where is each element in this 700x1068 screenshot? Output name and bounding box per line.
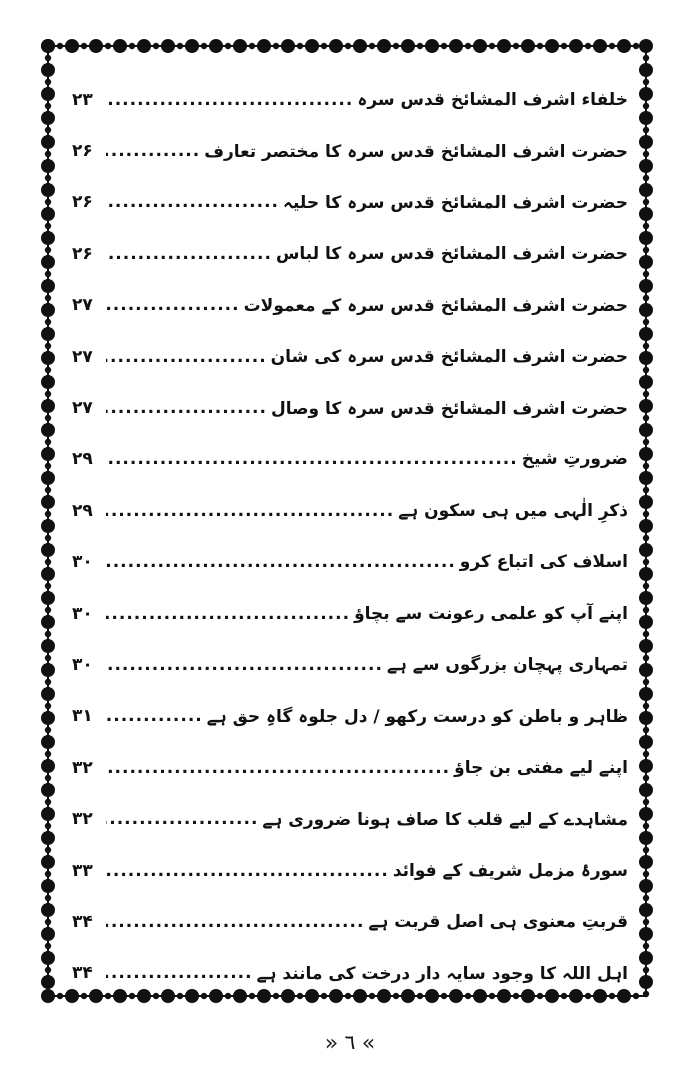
border-bead	[643, 199, 649, 205]
page-number-area	[0, 1030, 700, 1056]
border-bead	[41, 639, 55, 653]
border-bead	[639, 927, 653, 941]
border-bead	[639, 687, 653, 701]
border-bead	[41, 471, 55, 485]
toc-entry	[72, 588, 628, 639]
border-bead	[45, 847, 51, 853]
border-bead	[643, 103, 649, 109]
border-bead	[465, 43, 471, 49]
border-bead	[45, 463, 51, 469]
border-bead	[41, 39, 55, 53]
border-bead	[497, 39, 511, 53]
border-bead	[45, 631, 51, 637]
border-bead	[45, 199, 51, 205]
toc-entry-title: ضرورتِ شیخ	[521, 449, 628, 470]
border-bead	[639, 711, 653, 725]
border-bead	[41, 663, 55, 677]
dot-leader	[106, 655, 387, 675]
toc-entry-title: ظاہر و باطن کو درست رکھو / دل جلوہ گاہِ حق ہے	[206, 706, 628, 727]
toc-entry-title: تمہاری پہچان بزرگوں سے ہے	[386, 655, 628, 676]
border-bead	[639, 399, 653, 413]
border-bead	[137, 39, 151, 53]
border-bead	[643, 151, 649, 157]
border-bead	[41, 927, 55, 941]
border-bead	[105, 43, 111, 49]
border-bead	[643, 79, 649, 85]
toc-entry-title: حضرت اشرف المشائخ قدس سرہ کے معمولات	[243, 295, 628, 316]
border-bead	[41, 831, 55, 845]
border-bead	[273, 43, 279, 49]
border-bead	[41, 519, 55, 533]
border-bead	[41, 711, 55, 725]
border-bead	[377, 39, 391, 53]
border-bead	[41, 303, 55, 317]
border-bead	[45, 871, 51, 877]
border-bead	[353, 39, 367, 53]
toc-entry	[72, 177, 628, 228]
border-bead	[345, 43, 351, 49]
border-bead	[369, 43, 375, 49]
border-bead	[639, 975, 653, 989]
border-bead	[45, 919, 51, 925]
border-bead	[41, 375, 55, 389]
dot-leader	[106, 398, 271, 418]
border-bead	[639, 207, 653, 221]
border-bead	[45, 799, 51, 805]
border-bead	[41, 567, 55, 581]
border-bead	[643, 343, 649, 349]
border-bead	[41, 135, 55, 149]
toc-entry	[72, 382, 628, 433]
border-bead	[569, 39, 583, 53]
border-bead	[643, 727, 649, 733]
border-bead	[441, 43, 447, 49]
border-bead	[305, 39, 319, 53]
dot-leader	[106, 706, 207, 726]
toc-entry	[72, 896, 628, 947]
border-bead	[521, 39, 535, 53]
border-bead	[639, 903, 653, 917]
toc-entry	[72, 537, 628, 588]
border-bead	[57, 43, 63, 49]
dot-leader	[106, 758, 454, 778]
border-bead	[639, 519, 653, 533]
border-bead	[41, 807, 55, 821]
border-bead	[643, 895, 649, 901]
toc-entry-title: حضرت اشرف المشائخ قدس سرہ کا وصال	[270, 398, 628, 419]
border-bead	[639, 63, 653, 77]
border-bead	[153, 43, 159, 49]
dot-leader	[106, 963, 257, 983]
border-bead	[449, 39, 463, 53]
border-bead	[513, 43, 519, 49]
toc-entry-title: مشاہدے کے لیے قلب کا صاف ہونا ضروری ہے	[262, 809, 628, 830]
border-bead	[643, 319, 649, 325]
border-bead	[393, 43, 399, 49]
border-bead	[639, 471, 653, 485]
border-bead	[643, 223, 649, 229]
toc-entry-page: ۲۶	[72, 141, 93, 162]
border-bead	[321, 43, 327, 49]
border-bead	[639, 375, 653, 389]
border-bead	[643, 439, 649, 445]
border-bead	[45, 247, 51, 253]
border-bead	[45, 607, 51, 613]
toc-entry	[72, 485, 628, 536]
border-bead	[45, 295, 51, 301]
border-bead	[639, 87, 653, 101]
border-bead	[643, 919, 649, 925]
border-bead	[41, 759, 55, 773]
border-bead	[585, 43, 591, 49]
border-bead	[41, 111, 55, 125]
border-bead	[45, 823, 51, 829]
border-bead	[41, 327, 55, 341]
border-bead	[161, 39, 175, 53]
border-bead	[57, 993, 63, 999]
toc-entry-page: ۳۰	[72, 654, 93, 675]
dot-leader	[106, 604, 354, 624]
dot-leader	[106, 141, 204, 161]
border-bead	[643, 55, 649, 61]
border-bead	[643, 655, 649, 661]
border-bead	[643, 943, 649, 949]
toc-entry-page: ۲۹	[72, 500, 93, 521]
border-bead	[41, 783, 55, 797]
toc-entry-page: ۳۳	[72, 860, 93, 881]
border-bead	[639, 879, 653, 893]
border-bead	[639, 303, 653, 317]
border-bead	[639, 543, 653, 557]
border-bead	[185, 39, 199, 53]
border-bead	[639, 255, 653, 269]
border-bead	[643, 271, 649, 277]
toc-entry	[72, 691, 628, 742]
border-bead	[45, 391, 51, 397]
border-bead	[45, 487, 51, 493]
border-bead	[45, 55, 51, 61]
border-bead	[41, 255, 55, 269]
border-bead	[643, 127, 649, 133]
toc-entry-page: ۳۰	[72, 552, 93, 573]
border-bead	[639, 159, 653, 173]
border-bead	[41, 63, 55, 77]
border-bead	[643, 991, 649, 997]
border-bead	[639, 351, 653, 365]
border-bead	[45, 127, 51, 133]
toc-entry-page: ۲۹	[72, 449, 93, 470]
border-bead	[201, 43, 207, 49]
border-bead	[209, 39, 223, 53]
border-bead	[643, 751, 649, 757]
border-bead	[329, 39, 343, 53]
dot-leader	[106, 90, 357, 110]
border-bead	[45, 943, 51, 949]
border-bead	[297, 43, 303, 49]
border-bead	[639, 759, 653, 773]
border-bead	[643, 583, 649, 589]
toc-entry-page: ۳۲	[72, 757, 93, 778]
border-bead	[41, 543, 55, 557]
dot-leader	[106, 809, 262, 829]
border-bead	[643, 871, 649, 877]
border-bead	[41, 591, 55, 605]
border-bead	[45, 319, 51, 325]
border-bead	[643, 535, 649, 541]
toc-entry	[72, 639, 628, 690]
border-bead	[45, 151, 51, 157]
border-bead	[561, 43, 567, 49]
toc-entry	[72, 280, 628, 331]
border-bead	[537, 43, 543, 49]
border-bead	[41, 975, 55, 989]
border-bead	[257, 39, 271, 53]
dot-leader	[106, 552, 460, 572]
border-bead	[41, 423, 55, 437]
toc-entry	[72, 331, 628, 382]
border-bead	[609, 43, 615, 49]
border-bead	[639, 447, 653, 461]
toc-entry	[72, 793, 628, 844]
toc-entry-title: اسلاف کی اتباع کرو	[459, 552, 628, 573]
border-bead	[41, 351, 55, 365]
dot-leader	[106, 861, 393, 881]
border-bead	[639, 423, 653, 437]
right-ornament-icon: «	[361, 1031, 376, 1056]
toc-entry-title: حضرت اشرف المشائخ قدس سرہ کا مختصر تعارف	[204, 141, 628, 162]
toc-entry-title: حضرت اشرف المشائخ قدس سرہ کا لباس	[275, 244, 628, 265]
toc-entry-page: ۳۴	[72, 963, 93, 984]
border-bead	[41, 879, 55, 893]
border-bead	[643, 487, 649, 493]
border-bead	[639, 231, 653, 245]
border-bead	[45, 559, 51, 565]
toc-entry-page: ۳۲	[72, 809, 93, 830]
border-bead	[65, 39, 79, 53]
border-bead	[639, 111, 653, 125]
border-bead	[639, 327, 653, 341]
toc-entry-title: ذکرِ الٰہی میں ہی سکون ہے	[398, 501, 628, 522]
border-bead	[45, 439, 51, 445]
border-bead	[639, 567, 653, 581]
border-bead	[41, 903, 55, 917]
border-bead	[417, 43, 423, 49]
border-bead	[617, 39, 631, 53]
border-bead	[41, 615, 55, 629]
border-bead	[41, 231, 55, 245]
border-bead	[401, 39, 415, 53]
dot-leader	[106, 244, 276, 264]
border-bead	[45, 535, 51, 541]
toc-entry-title: سورۂ مزمل شریف کے فوائد	[392, 861, 628, 882]
border-bead	[633, 993, 639, 999]
border-bead	[643, 703, 649, 709]
toc-entry	[72, 434, 628, 485]
border-bead	[639, 735, 653, 749]
border-bead	[643, 367, 649, 373]
border-bead	[639, 639, 653, 653]
border-bead	[643, 295, 649, 301]
toc-entry	[72, 74, 628, 125]
toc-entry-title: قربتِ معنوی ہی اصل قربت ہے	[368, 912, 628, 933]
border-bead	[249, 43, 255, 49]
border-bead	[41, 687, 55, 701]
border-bead	[41, 495, 55, 509]
border-bead	[643, 559, 649, 565]
border-bead	[41, 279, 55, 293]
border-bead	[45, 79, 51, 85]
toc-entry-page: ۲۷	[72, 398, 93, 419]
border-bead	[643, 463, 649, 469]
dot-leader	[106, 501, 398, 521]
border-bead	[45, 583, 51, 589]
border-bead	[45, 967, 51, 973]
border-bead	[639, 663, 653, 677]
border-bead	[639, 831, 653, 845]
border-bead	[45, 175, 51, 181]
toc-entry-page: ۳۰	[72, 603, 93, 624]
dot-leader	[106, 449, 522, 469]
border-bead	[489, 43, 495, 49]
border-bead	[41, 855, 55, 869]
border-bead	[639, 495, 653, 509]
border-bead	[45, 703, 51, 709]
border-bead	[643, 175, 649, 181]
toc-entry	[72, 845, 628, 896]
border-bead	[177, 43, 183, 49]
toc-entry-title: حضرت اشرف المشائخ قدس سرہ کی شان	[270, 347, 628, 368]
border-bead	[643, 679, 649, 685]
border-bead	[45, 511, 51, 517]
toc-entry-page: ۳۱	[72, 706, 93, 727]
border-bead	[643, 247, 649, 253]
border-bead	[45, 271, 51, 277]
border-bead	[45, 775, 51, 781]
border-bead	[281, 39, 295, 53]
border-bead	[225, 43, 231, 49]
border-bead	[643, 823, 649, 829]
toc-entry-page: ۲۷	[72, 295, 93, 316]
border-bead	[643, 847, 649, 853]
border-bead	[45, 895, 51, 901]
border-bead	[473, 39, 487, 53]
border-bead	[45, 655, 51, 661]
left-ornament-icon: »	[324, 1031, 339, 1056]
toc-entry-title: خلفاء اشرف المشائخ قدس سرہ	[357, 90, 628, 111]
border-bead	[41, 159, 55, 173]
border-bead	[41, 183, 55, 197]
border-bead	[639, 591, 653, 605]
border-bead	[643, 967, 649, 973]
toc-entry-page: ۲۶	[72, 243, 93, 264]
toc-entry	[72, 228, 628, 279]
border-bead	[45, 679, 51, 685]
border-bead	[41, 399, 55, 413]
toc-entry-page: ۲۷	[72, 346, 93, 367]
table-of-contents	[72, 74, 628, 999]
toc-entry-title: اپنے آپ کو علمی رعونت سے بچاؤ	[354, 604, 628, 625]
border-bead	[639, 855, 653, 869]
border-bead	[643, 631, 649, 637]
border-bead	[639, 279, 653, 293]
border-bead	[45, 751, 51, 757]
border-bead	[113, 39, 127, 53]
border-bead	[643, 391, 649, 397]
toc-entry-title: حضرت اشرف المشائخ قدس سرہ کا حلیہ	[283, 192, 628, 213]
dot-leader	[106, 912, 368, 932]
border-bead	[89, 39, 103, 53]
border-bead	[639, 783, 653, 797]
toc-entry-title: اہل اللہ کا وجود سایہ دار درخت کی مانند ہے	[256, 963, 628, 984]
border-bead	[41, 87, 55, 101]
border-bead	[233, 39, 247, 53]
border-bead	[545, 39, 559, 53]
border-bead	[45, 991, 51, 997]
toc-entry-title: اپنے لیے مفتی بن جاؤ	[454, 758, 628, 779]
border-bead	[129, 43, 135, 49]
border-bead	[41, 735, 55, 749]
border-bead	[425, 39, 439, 53]
border-bead	[45, 103, 51, 109]
border-bead	[593, 39, 607, 53]
border-bead	[639, 183, 653, 197]
border-bead	[639, 135, 653, 149]
toc-entry-page: ۲۶	[72, 192, 93, 213]
border-bead	[41, 447, 55, 461]
border-bead	[41, 951, 55, 965]
page-number: ٦	[344, 1030, 356, 1054]
border-bead	[639, 951, 653, 965]
border-bead	[643, 511, 649, 517]
border-bead	[81, 43, 87, 49]
border-bead	[643, 799, 649, 805]
border-bead	[639, 39, 653, 53]
toc-entry-page: ۲۳	[72, 89, 93, 110]
dot-leader	[106, 295, 244, 315]
border-bead	[45, 415, 51, 421]
dot-leader	[106, 192, 283, 212]
border-bead	[639, 807, 653, 821]
border-bead	[45, 223, 51, 229]
border-bead	[643, 607, 649, 613]
border-bead	[41, 207, 55, 221]
border-bead	[633, 43, 639, 49]
toc-entry-page: ۳۴	[72, 911, 93, 932]
border-bead	[643, 775, 649, 781]
toc-entry	[72, 742, 628, 793]
border-bead	[643, 415, 649, 421]
border-bead	[45, 367, 51, 373]
border-bead	[45, 727, 51, 733]
border-bead	[639, 615, 653, 629]
toc-entry	[72, 948, 628, 999]
border-bead	[45, 343, 51, 349]
dot-leader	[106, 347, 271, 367]
toc-entry	[72, 125, 628, 176]
